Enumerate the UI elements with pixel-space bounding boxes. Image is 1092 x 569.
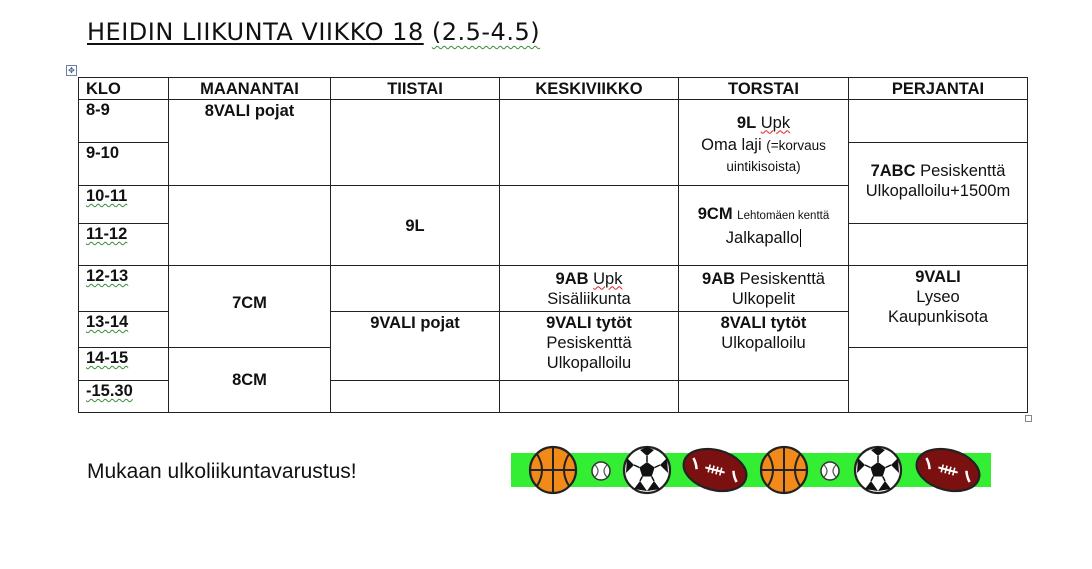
sports-balls-banner <box>511 442 993 498</box>
wed-9ab-place: Upk <box>593 269 623 288</box>
fri-9vali-activity: Kaupunkisota <box>888 308 988 326</box>
basketball-icon <box>530 447 576 493</box>
header-maanantai: MAANANTAI <box>169 78 331 100</box>
thu-9l-code: 9L <box>736 113 757 132</box>
header-torstai: TORSTAI <box>679 78 849 100</box>
time-cell: 11-12 <box>86 225 128 243</box>
fri-9vali-place: Lyseo <box>916 288 960 306</box>
cell-fri-empty <box>849 100 1028 143</box>
time-cell: 8-9 <box>79 100 169 143</box>
thu-9cm-code: 9CM <box>697 204 733 223</box>
cell-thu-9cm <box>679 186 849 266</box>
soccer-ball-icon <box>624 447 670 493</box>
time-cell: 14-15 <box>86 349 129 367</box>
football-icon <box>679 442 751 497</box>
soccer-ball-icon <box>855 447 901 493</box>
table-resize-handle[interactable] <box>1025 415 1032 422</box>
cell-fri-empty-3 <box>849 348 1028 413</box>
equipment-note: Mukaan ulkoliikuntavarustus! <box>87 460 357 483</box>
tennis-ball-icon <box>592 462 610 480</box>
time-cell: -15.30 <box>86 382 133 400</box>
cell-tue-empty <box>331 100 500 186</box>
cell-wed-empty-2 <box>500 186 679 266</box>
cell-fri-empty-2 <box>849 224 1028 266</box>
header-row <box>79 78 1028 100</box>
cell-wed-empty <box>500 100 679 186</box>
thu-9cm-place: Lehtomäen kenttä <box>737 209 830 222</box>
time-cell: 13-14 <box>86 313 129 331</box>
cell-mon-8cm: 8CM <box>169 348 331 413</box>
cell-wed-9ab <box>500 266 679 312</box>
fri-9vali-code: 9VALI <box>915 268 961 286</box>
fri-7abc-activity: Ulkopalloilu+1500m <box>865 182 1011 200</box>
tennis-ball-icon <box>821 462 839 480</box>
header-tiistai: TIISTAI <box>331 78 500 100</box>
cell-fri-7abc <box>849 143 1028 224</box>
cell-fri-9vali <box>849 266 1028 348</box>
thu-9l-activity: Oma laji <box>701 135 762 154</box>
cell-tue-9l: 9L <box>331 186 500 266</box>
page-title <box>87 18 540 46</box>
time-cell: 12-13 <box>86 267 129 285</box>
cell-mon-empty <box>169 186 331 266</box>
header-klo: KLO <box>79 78 169 100</box>
cell-thu-9ab <box>679 266 849 312</box>
title-main: HEIDIN LIIKUNTA VIIKKO 18 <box>87 18 424 46</box>
thu-9ab-place: Pesiskenttä <box>739 269 825 288</box>
cell-tue-empty-2 <box>331 266 500 312</box>
thu-9ab-code: 9AB <box>702 269 736 288</box>
time-cell: 10-11 <box>86 187 128 205</box>
wed-9vali-place: Pesiskenttä <box>546 334 632 352</box>
thu-9l-place: Upk <box>760 113 791 132</box>
wed-9vali-tytot: 9VALI tytöt <box>546 314 632 332</box>
thu-8vali-tytot: 8VALI tytöt <box>720 314 807 332</box>
thu-9l-note: (=korvaus uintikisoista) <box>726 137 826 174</box>
schedule-table <box>78 77 1028 413</box>
cell-wed-9vali-tytot <box>500 312 679 381</box>
thu-9ab-activity: Ulkopelit <box>731 289 796 308</box>
cell-mon-7cm: 7CM <box>169 266 331 348</box>
cell-thu-8vali-tytot <box>679 312 849 381</box>
basketball-icon <box>761 447 807 493</box>
football-icon <box>912 442 984 497</box>
cell-tue-empty-3 <box>331 381 500 413</box>
title-date-range: (2.5-4.5) <box>431 18 541 46</box>
table-row <box>79 266 1028 312</box>
fri-7abc-code: 7ABC <box>870 162 916 180</box>
table-move-handle-icon[interactable]: ✥ <box>66 65 77 76</box>
wed-9ab-activity: Sisäliikunta <box>547 289 631 308</box>
thu-9cm-activity: Jalkapallo <box>725 228 800 247</box>
thu-8vali-activity: Ulkopalloilu <box>721 334 806 352</box>
cell-tue-9vali-pojat: 9VALI pojat <box>331 312 500 381</box>
table-row <box>79 100 1028 143</box>
time-cell: 9-10 <box>79 143 169 186</box>
cell-mon-8vali-pojat: 8VALI pojat <box>169 100 331 186</box>
cell-thu-9l <box>679 100 849 186</box>
header-perjantai: PERJANTAI <box>849 78 1028 100</box>
cell-thu-empty <box>679 381 849 413</box>
wed-9vali-activity: Ulkopalloilu <box>546 354 632 372</box>
cell-wed-empty-3 <box>500 381 679 413</box>
wed-9ab-code: 9AB <box>555 269 589 288</box>
header-keskiviikko: KESKIVIIKKO <box>500 78 679 100</box>
fri-7abc-place: Pesiskenttä <box>920 162 1006 180</box>
